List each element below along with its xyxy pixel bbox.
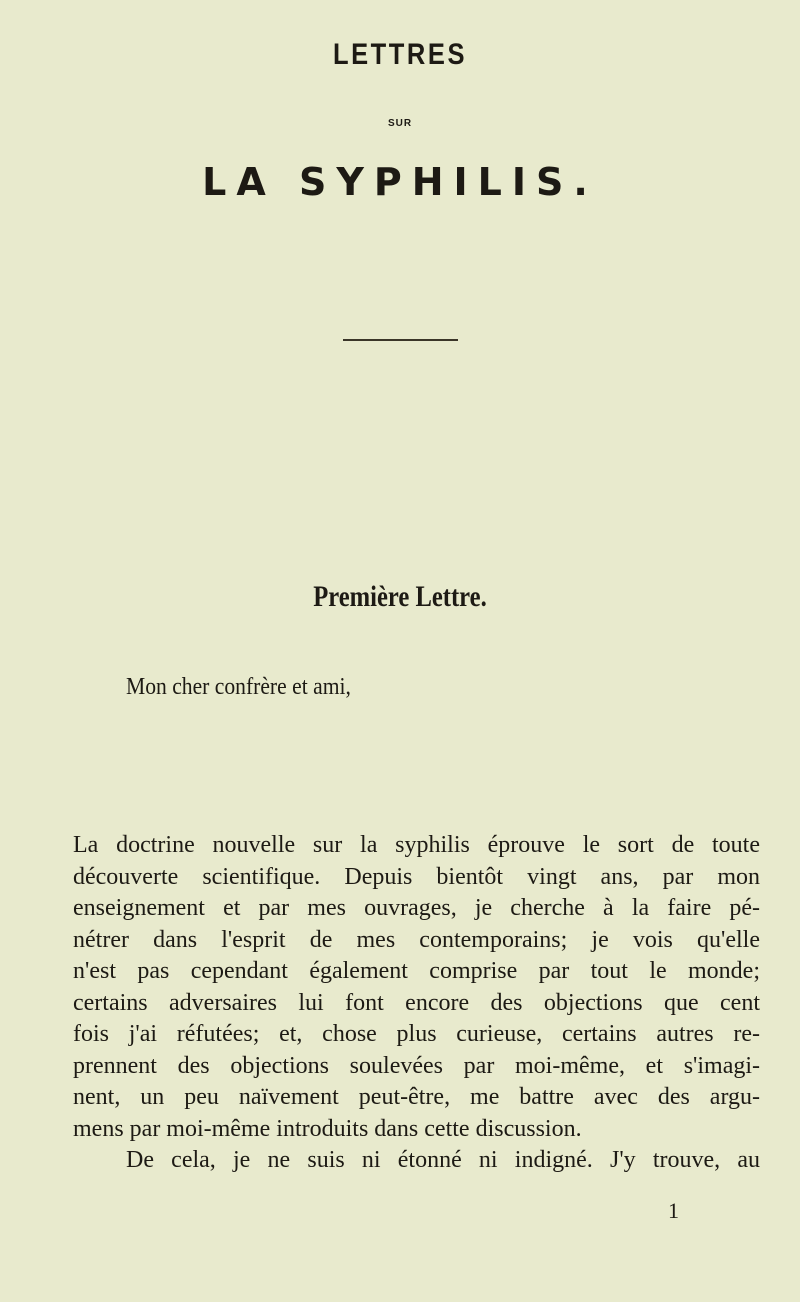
text-line: enseignement et par mes ouvrages, je cherche à la faire pé- [73,895,760,921]
page-number: 1 [668,1198,679,1223]
divider-rule [343,339,458,341]
chapter-title: Première Lettre. [313,580,487,613]
text-line: La doctrine nouvelle sur la syphilis éprouve le sort de toute [73,832,760,858]
text-line: n'est pas cependant également comprise par tout le monde; [73,958,760,984]
title-preposition: SUR [387,118,413,129]
text-line: nent, un peu naïvement peut-être, me battre avec des argu- [73,1084,760,1110]
text-line: découverte scientifique. Depuis bientôt vingt ans, par mon [73,863,760,890]
text-line: fois j'ai réfutées; et, chose plus curieuse, certains autres re- [73,1021,760,1047]
greeting: Mon cher confrère et ami, [126,674,351,700]
text-line: De cela, je ne suis ni étonné ni indigné. J'y trouve, au [126,1147,760,1173]
body-text [73,830,760,1177]
book-title: LETTRES [332,38,468,71]
text-line: mens par moi-même introduits dans cette discussion. [73,1115,582,1142]
text-line: nétrer dans l'esprit de mes contemporains; je vois qu'elle [73,926,760,953]
text-line: certains adversaires lui font encore des objections que cent [73,989,760,1016]
book-subject: LA SYPHILIS. [202,160,598,204]
text-line: prennent des objections soulevées par moi-même, et s'imagi- [73,1052,760,1079]
